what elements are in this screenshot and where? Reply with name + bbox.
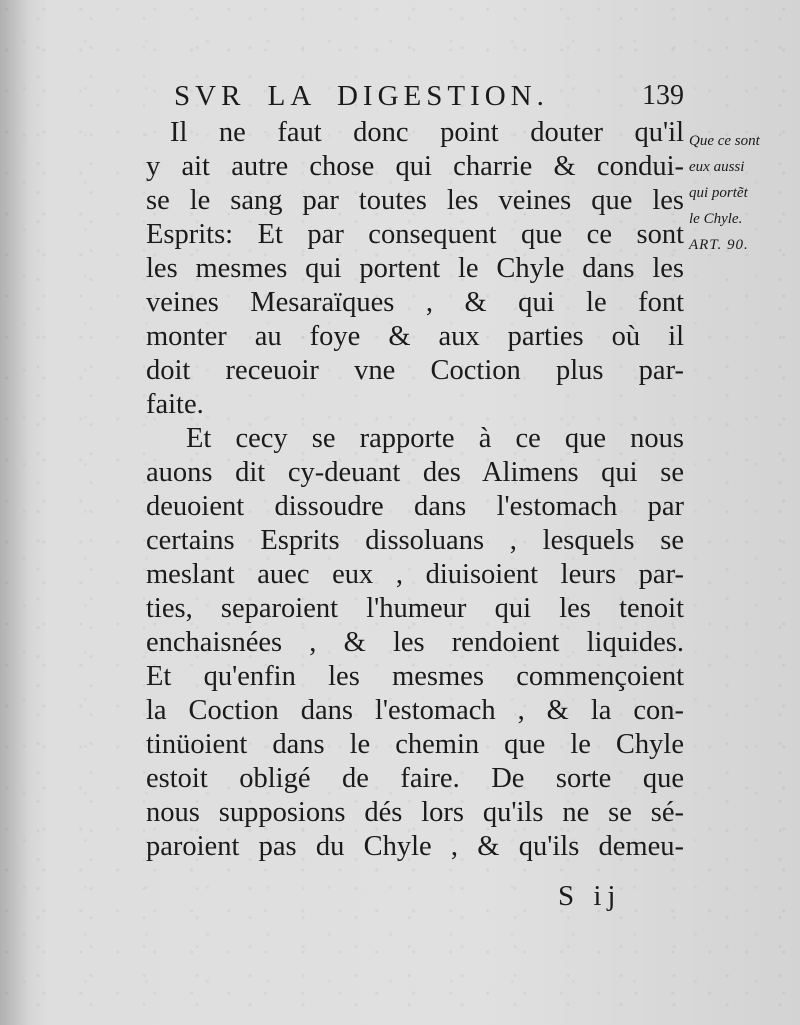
text-line: monter au foye & aux parties où il (146, 321, 684, 352)
marginal-article-reference: ART. 90. (689, 237, 749, 253)
marginal-note (689, 128, 799, 258)
text-line: Esprits: Et par consequent que ce sont (146, 219, 684, 250)
running-head-title: SVR LA DIGESTION. (174, 80, 549, 112)
text-line: paroient pas du Chyle , & qu'ils demeu- (146, 831, 684, 862)
marginal-note-line: eux aussi (689, 159, 745, 175)
body-text (146, 116, 684, 864)
text-line: y ait autre chose qui charrie & condui- (146, 151, 684, 182)
paragraph-2 (146, 422, 684, 864)
text-line: deuoient dissoudre dans l'estomach par (146, 491, 684, 522)
marginal-note-line: le Chyle. (689, 211, 743, 227)
text-line: Il ne faut donc point douter qu'il (170, 117, 684, 148)
text-line: ties, separoient l'humeur qui les tenoit (146, 593, 684, 624)
text-line: Et qu'enfin les mesmes commençoient (146, 661, 684, 692)
text-line: veines Mesaraïques , & qui le font (146, 287, 684, 318)
signature-mark: S ij (558, 880, 622, 912)
text-line: certains Esprits dissoluans , lesquels se (146, 525, 684, 556)
text-line: tinüoient dans le chemin que le Chyle (146, 729, 684, 760)
text-line: meslant auec eux , diuisoient leurs par- (146, 559, 684, 590)
text-line: la Coction dans l'estomach , & la con- (146, 695, 684, 726)
text-line: auons dit cy-deuant des Alimens qui se (146, 457, 684, 488)
paragraph-1 (146, 116, 684, 422)
text-line: se le sang par toutes les veines que les (146, 185, 684, 216)
text-line: Et cecy se rapporte à ce que nous (186, 423, 684, 454)
marginal-note-line: Que ce sont (689, 133, 760, 149)
running-head (174, 76, 684, 116)
text-line: doit receuoir vne Coction plus par- (146, 355, 684, 386)
binding-shadow (0, 0, 30, 1025)
text-line: les mesmes qui portent le Chyle dans les (146, 253, 684, 284)
text-line: nous supposions dés lors qu'ils ne se sé- (146, 797, 684, 828)
text-line: estoit obligé de faire. De sorte que (146, 763, 684, 794)
text-line: faite. (146, 389, 204, 420)
page-number: 139 (642, 80, 684, 111)
marginal-note-line: qui portẽt (689, 185, 748, 201)
text-line: enchaisnées , & les rendoient liquides. (146, 627, 684, 658)
